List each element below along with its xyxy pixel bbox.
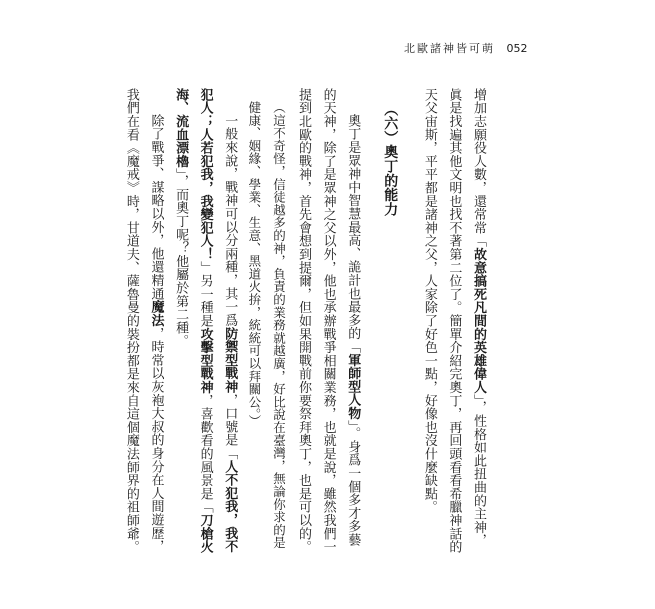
emphasis-text: 攻擊型戰神 <box>197 327 213 394</box>
text-run: ，喜歡看的風景是「 <box>197 393 213 514</box>
emphasis-text: 刀槍火海、流血漂櫓 <box>173 88 213 554</box>
emphasis-text: 軍師型人物 <box>345 353 361 420</box>
emphasis-text: 故意搞死凡間的英雄偉人 <box>471 247 486 394</box>
text-run: 奧丁是眾神中智慧最高、詭計也最多的「 <box>345 114 361 354</box>
emphasis-text: 防禦型戰神 <box>222 326 238 394</box>
paragraph-opening <box>416 88 490 556</box>
page-number: 052 <box>506 42 528 55</box>
emphasis-text: 人不犯我，我不犯人；人若犯我，我變犯人！ <box>197 88 238 553</box>
paragraph-magic <box>118 88 167 556</box>
section-heading: （六）奧丁的能力 <box>382 102 399 217</box>
paragraph-odin-strategist <box>290 88 364 556</box>
emphasis-text: 魔法 <box>148 300 164 327</box>
text-run: 一般來說，戰神可以分兩種，其一爲 <box>222 114 238 327</box>
parenthetical-note: （這不奇怪，信徒越多的神，負責的業務就越廣，好比說在臺灣，無論你求的是健康、姻緣、學業、生意、黑道火拚，統統可以拜關公。） <box>246 100 287 549</box>
text-run: 」另一種是 <box>197 260 213 328</box>
text-run: 增加志願役人數，還常常「 <box>471 88 486 248</box>
text-run: 除了戰爭、謀略以外，他還精通 <box>148 114 164 301</box>
text-run: 」，性格如此扭曲的主神，眞是找遍其他文明也找不著第二位了。簡單介紹完奧丁，再回頭看看希臘神話的天父宙斯，平平都是諸神之父，人家除了好色一點，好像也沒什麼缺點。 <box>421 88 486 554</box>
paragraph-war-gods <box>167 88 241 556</box>
body-text <box>123 88 490 556</box>
running-title: 北歐諸神皆可萌 <box>404 42 495 55</box>
running-head <box>404 40 528 56</box>
text-run: ，時常以灰袍大叔的身分在人間遊歷，我們在看《魔戒》時，甘道夫、薩魯曼的裝扮都是來自這個魔法師界的祖師爺。 <box>123 88 164 554</box>
text-run: 」。身爲一個多才多藝的天神，除了是眾神之父以外，他也承辦戰爭相關業務，也就是說，雖然我們一提到北歐的戰神，首先會想到提爾，但如果開戰前你要祭拜奧丁，也是可以的。 <box>296 88 361 554</box>
text-run: 」，而奧丁呢？他屬於第二種。 <box>173 167 189 348</box>
text-run: ，口號是「 <box>222 393 238 460</box>
